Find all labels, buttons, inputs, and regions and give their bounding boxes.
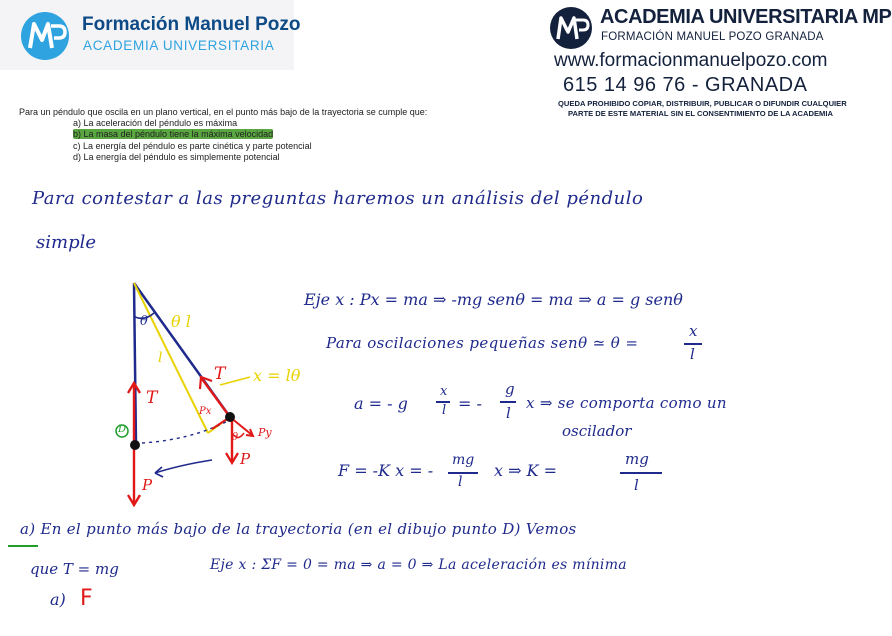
trajectory-dashed	[142, 421, 228, 443]
option-c: c) La energía del péndulo es parte cinética y parte potencial	[73, 140, 312, 151]
label-Px: Px	[199, 406, 212, 417]
answer-line2a: que T = mg	[30, 560, 119, 578]
intro-line1: Para contestar a las preguntas haremos un análisis del péndulo	[32, 188, 644, 209]
copyright-notice-line1: QUEDA PROHIBIDO COPIAR, DISTRIBUIR, PUBLICAR O DIFUNDIR CUALQUIER	[558, 99, 847, 108]
label-theta: θ	[140, 314, 148, 329]
eq3-x: x	[440, 384, 448, 399]
eq3-g: g	[505, 380, 515, 398]
label-theta-l: θ l	[171, 312, 191, 331]
label-l: l	[158, 350, 163, 366]
answer-line1: a) En el punto más bajo de la trayectoria (en el dibujo punto D) Vemos	[20, 520, 577, 538]
logo-left-subtitle: ACADEMIA UNIVERSITARIA	[83, 38, 275, 53]
mp-logo-icon	[18, 10, 72, 62]
academy-title: ACADEMIA UNIVERSITARIA MP	[600, 6, 892, 28]
label-D: D	[118, 424, 127, 435]
return-arrow	[155, 460, 212, 473]
eq4-mg: mg	[452, 452, 475, 468]
label-T-side: T	[214, 364, 226, 384]
label-theta-small: θ	[232, 432, 239, 443]
eq3-b: = -	[458, 394, 482, 413]
label-P-bottom: P	[142, 476, 153, 494]
equation-small-oscillations: Para oscilaciones pequeñas senθ ≃ θ =	[326, 334, 639, 352]
eq3-a: a = - g	[354, 394, 408, 413]
option-b: b) La masa del péndulo tiene la máxima velocidad	[73, 129, 274, 140]
eq4-a: F = -K x = -	[338, 461, 434, 480]
pendulum-diagram	[100, 275, 320, 515]
academy-phone: 615 14 96 76 - GRANADA	[563, 74, 808, 96]
academy-subtitle: FORMACIÓN MANUEL POZO GRANADA	[601, 31, 824, 43]
option-a: a) La aceleración del péndulo es máxima	[73, 118, 238, 129]
intro-line2: simple	[36, 232, 96, 253]
label-x-l-theta: x = lθ	[253, 366, 301, 385]
eq4-l2: l	[634, 476, 639, 494]
bob-displaced	[225, 412, 235, 422]
answer-option-label: a)	[50, 590, 66, 609]
logo-left-title: Formación Manuel Pozo	[82, 14, 301, 35]
option-d: d) La energía del péndulo es simplemente potencial	[73, 151, 280, 162]
copyright-notice-line2: PARTE DE ESTE MATERIAL SIN EL CONSENTIMIENTO DE LA ACADEMIA	[568, 109, 833, 118]
eq3-l2: l	[506, 404, 511, 422]
answer-verdict: F	[80, 586, 93, 611]
eq4-mg2: mg	[625, 450, 649, 468]
eq3-l: l	[442, 403, 447, 418]
label-T-bottom: T	[146, 388, 158, 408]
label-P-side: P	[240, 450, 251, 468]
yellow-line	[134, 283, 208, 433]
eq2-numerator: x	[689, 322, 698, 340]
bob-at-D	[130, 440, 140, 450]
mp-logo-dark-icon	[548, 6, 594, 50]
eq2-denominator: l	[690, 345, 695, 363]
option-b-wrapper	[19, 129, 427, 140]
answer-line2b: Eje x : ΣF = 0 = ma ⇒ a = 0 ⇒ La aceleración es mínima	[210, 557, 627, 573]
eq3-d: oscilador	[562, 422, 632, 440]
equation-axis-x: Eje x : Px = ma ⇒ -mg senθ = ma ⇒ a = g senθ	[304, 290, 683, 309]
academy-website: www.formacionmanuelpozo.com	[554, 50, 828, 71]
logo-formacion-manuel-pozo	[0, 0, 301, 70]
answer-underline	[8, 545, 38, 547]
eq4-l: l	[458, 474, 463, 490]
question-stem: Para un péndulo que oscila en un plano vertical, en el punto más bajo de la trayectoria se cumple que:	[19, 107, 428, 117]
eq4-b: x ⇒ K =	[494, 461, 558, 480]
label-Py: Py	[258, 426, 272, 439]
eq3-c: x ⇒ se comporta como un	[526, 394, 727, 412]
academy-header	[548, 2, 892, 122]
question-block	[19, 107, 427, 163]
